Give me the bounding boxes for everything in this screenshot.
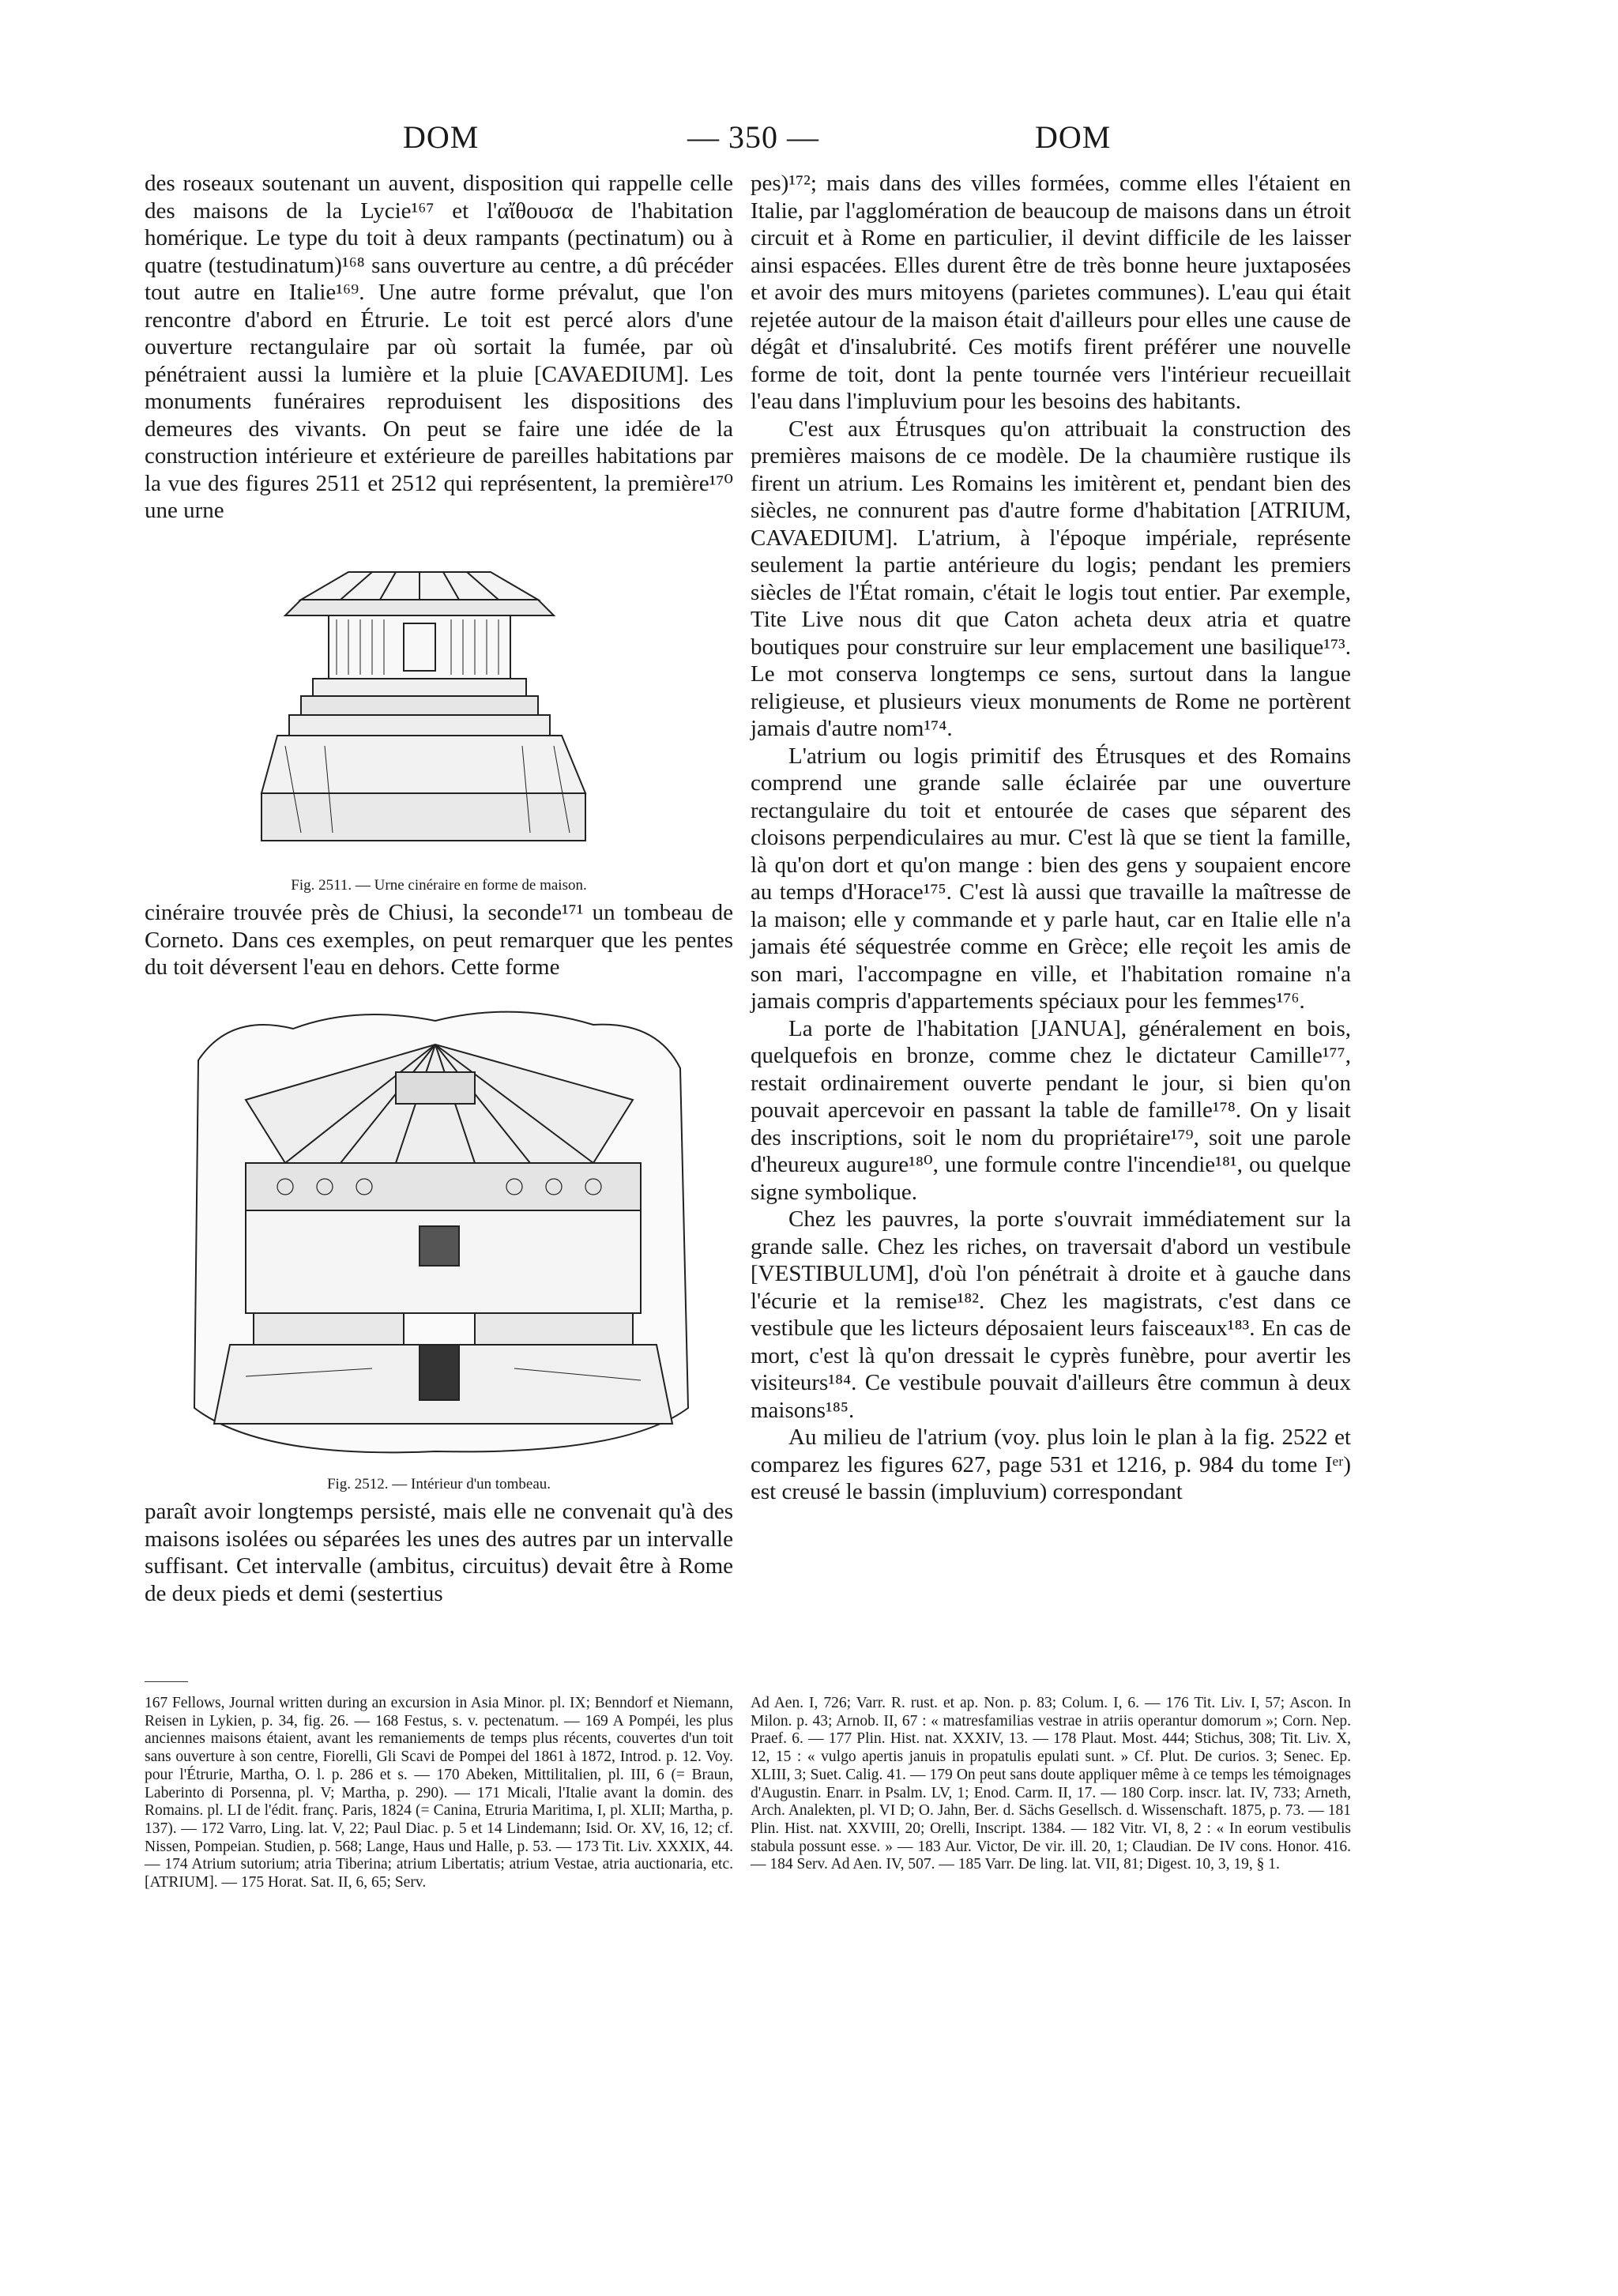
cinerary-urn-illustration — [254, 540, 625, 872]
paragraph: des roseaux soutenant un auvent, disposition qui rappelle celle des maisons de la Lycie¹⁶⁷ et l'αἴθουσα de l'habitation homérique. Le type du toit à deux rampants (pectinatum) ou à quatre (testudinatum)¹⁶⁸ sans ouverture au centre, a dû précéder tout autre en Italie¹⁶⁹. Une autre forme prévalut, que l'on rencontre d'abord en Étrurie. Le toit est percé alors d'une ouverture rectangulaire par où sortait la fumée, par où pénétraient aussi la lumière et la pluie [CAVAEDIUM]. Les monuments funéraires reproduisent les dispositions des demeures des vivants. On peut se faire une idée de la construction intérieure et extérieure de pareilles habitations par la vue des figures 2511 et 2512 qui représentent, la première¹⁷⁰ une urne — [145, 171, 733, 523]
paragraph: Au milieu de l'atrium (voy. plus loin le plan à la fig. 2522 et comparez les figures 627, page 531 et 1216, p. 984 du tome Iᵉʳ) est creusé le bassin (impluvium) correspondant — [751, 1425, 1351, 1504]
paragraph: paraît avoir longtemps persisté, mais elle ne convenait qu'à des maisons isolées ou séparées les unes des autres par un intervalle suffisant. Cet intervalle (ambitus, circuitus) devait être à Rome de deux pieds et demi (sestertius — [145, 1499, 733, 1606]
paragraph: pes)¹⁷²; mais dans des villes formées, comme elles l'étaient en Italie, par l'agglomération de beaucoup de maisons dans un étroit circuit et à Rome en particulier, il devint difficile de les laisser ainsi espacées. Elles durent être de très bonne heure juxtaposées et avoir des murs mitoyens (parietes communes). L'eau qui était rejetée autour de la maison était d'ailleurs pour elles une cause de dégât et d'insalubrité. Ces motifs firent préférer une nouvelle forme de toit, dont la pente tournée vers l'intérieur recueillait l'eau dans l'impluvium pour les besoins des habitants. — [751, 171, 1351, 414]
footnote-divider — [145, 1681, 188, 1682]
paragraph: C'est aux Étrusques qu'on attribuait la construction des premières maisons de ce modèle. De la chaumière rustique ils firent un atrium. Les Romains les imitèrent et, pendant bien des siècles, ne connurent pas d'autre forme d'habitation [ATRIUM, CAVAEDIUM]. L'atrium, à l'époque impériale, représente seulement la partie antérieure du logis; pendant les premiers siècles de l'État romain, c'était le logis tout entier. Par exemple, Tite Live nous dit que Caton acheta deux atria et quatre boutiques pour construire sur leur emplacement une basilique¹⁷³. Le mot conserva longtemps ce sens, surtout dans la langue religieuse, et plusieurs vieux monuments de Rome ne portèrent jamais d'autre nom¹⁷⁴. — [751, 416, 1351, 741]
figure-caption: Fig. 2512. — Intérieur d'un tombeau. — [326, 1475, 551, 1492]
running-header — [0, 119, 1618, 166]
paragraph: L'atrium ou logis primitif des Étrusques et des Romains comprend une grande salle éclairée par une ouverture rectangulaire du toit et entourée de cases que séparent des cloisons perpendiculaires au mur. C'est là que se tient la famille, là qu'on dort et qu'on mange : bien des gens y soupaient encore au temps d'Horace¹⁷⁵. C'est là aussi que travaille la maîtresse de la maison; elle y commande et y parle haut, car en Italie elle n'a jamais été séquestrée comme en Grèce; elle reçoit les amis de son mari, l'accompagne en ville, et l'habitation romaine n'a jamais compris d'appartements spéciaux pour les femmes¹⁷⁶. — [751, 743, 1351, 1014]
header-left-keyword: DOM — [403, 119, 480, 155]
footnotes-right: Ad Aen. I, 726; Varr. R. rust. et ap. Non. p. 83; Colum. I, 6. — 176 Tit. Liv. I, 57; Ascon. In Milon. p. 43; Arnob. II, 67 : « matresfamilias vestrae in atriis operantur domorum »; Corn. Nep. Praef. 6. — 177 Plin. Hist. nat. XXXIV, 13. — 178 Plaut. Most. 444; Stichus, 308; Tit. Liv. X, 12, 15 : « vulgo apertis januis in propatulis epulati sunt. » Cf. Plut. De curios. 3; Senec. Ep. XLIII, 3; Suet. Calig. 41. — 179 On peut sans doute appliquer même à ce temps les témoignages d'Augustin. Enarr. in Psalm. LV, 1; Enod. Carm. II, 17. — 180 Corp. inscr. lat. IV, 733; Arneth, Arch. Analekten, pl. VI D; O. Jahn, Ber. d. Sächs Gesellsch. d. Wissenschaft. 1875, p. 73. — 181 Plin. Hist. nat. XXVIII, 20; Orelli, Inscript. 1384. — 182 Vitr. VI, 8, 2 : « In eorum vestibulis stabula possunt esse. » — 183 Aur. Victor, De vir. ill. 20, 1; Claudian. De IV cons. Honor. 416. — 184 Serv. Ad Aen. IV, 507. — 185 Varr. De ling. lat. VII, 81; Digest. 10, 3, 19, § 1. — [751, 1695, 1351, 1873]
paragraph: cinéraire trouvée près de Chiusi, la seconde¹⁷¹ un tombeau de Corneto. Dans ces exemples, on peut remarquer que les pentes du toit déversent l'eau en dehors. Cette forme — [145, 900, 733, 980]
figure-2512 — [145, 997, 733, 1471]
page-number: — 350 — — [687, 119, 819, 155]
left-column — [145, 170, 733, 1607]
footnotes-left: 167 Fellows, Journal written during an excursion in Asia Minor. pl. IX; Benndorf et Niemann, Reisen in Lykien, p. 34, fig. 26. — 168 Festus, s. v. pectenatum. — 169 A Pompéi, les plus anciennes maisons étaient, avant les remaniements de temps plus récents, couvertes d'un toit sans ouverture à son centre, Fiorelli, Gli Scavi de Pompei del 1861 à 1872, Introd. p. 12. Voy. pour l'Étrurie, Martha, O. l. p. 286 et s. — 170 Abeken, Mittilitalien, pl. III, 6 (= Braun, Laberinto di Porsenna, pl. V; Martha, p. 290). — 171 Micali, l'Italie avant la domin. des Romains. pl. LI de l'édit. franç. Paris, 1824 (= Canina, Etruria Maritima, I, pl. XLII; Martha, p. 137). — 172 Varro, Ling. lat. V, 22; Paul Diac. p. 5 et 14 Lindemann; Isid. Or. XV, 16, 12; cf. Nissen, Pompeian. Studien, p. 568; Lange, Haus und Halle, p. 53. — 173 Tit. Liv. XXXIX, 44. — 174 Atrium sutorium; atria Tiberina; atrium Libertatis; atrium Vestae, atria auctionaria, etc. [ATRIUM]. — 175 Horat. Sat. II, 6, 65; Serv. — [145, 1695, 733, 1891]
tomb-interior-illustration — [182, 997, 696, 1471]
figure-2511 — [145, 540, 733, 872]
figure-caption: Fig. 2511. — Urne cinéraire en forme de maison. — [291, 876, 587, 894]
paragraph: Chez les pauvres, la porte s'ouvrait immédiatement sur la grande salle. Chez les riches, on traversait d'abord un vestibule [VESTIBULUM], d'où l'on pénétrait à droite et à gauche dans l'écurie et la remise¹⁸². Chez les magistrats, c'est dans ce vestibule que les licteurs déposaient leurs faisceaux¹⁸³. En cas de mort, c'est là qu'on dressait le cyprès funèbre, pour avertir les visiteurs¹⁸⁴. Ce vestibule pouvait d'ailleurs être commun à deux maisons¹⁸⁵. — [751, 1206, 1351, 1423]
right-column — [751, 170, 1351, 1506]
paragraph: La porte de l'habitation [JANUA], généralement en bois, quelquefois en bronze, comme chez le dictateur Camille¹⁷⁷, restait ordinairement ouverte pendant le jour, si bien qu'on pouvait apercevoir en passant la table de famille¹⁷⁸. On y lisait des inscriptions, soit le nom du propriétaire¹⁷⁹, soit une parole d'heureux augure¹⁸⁰, une formule contre l'incendie¹⁸¹, ou quelque signe symbolique. — [751, 1015, 1351, 1205]
header-right-keyword: DOM — [1035, 119, 1112, 155]
